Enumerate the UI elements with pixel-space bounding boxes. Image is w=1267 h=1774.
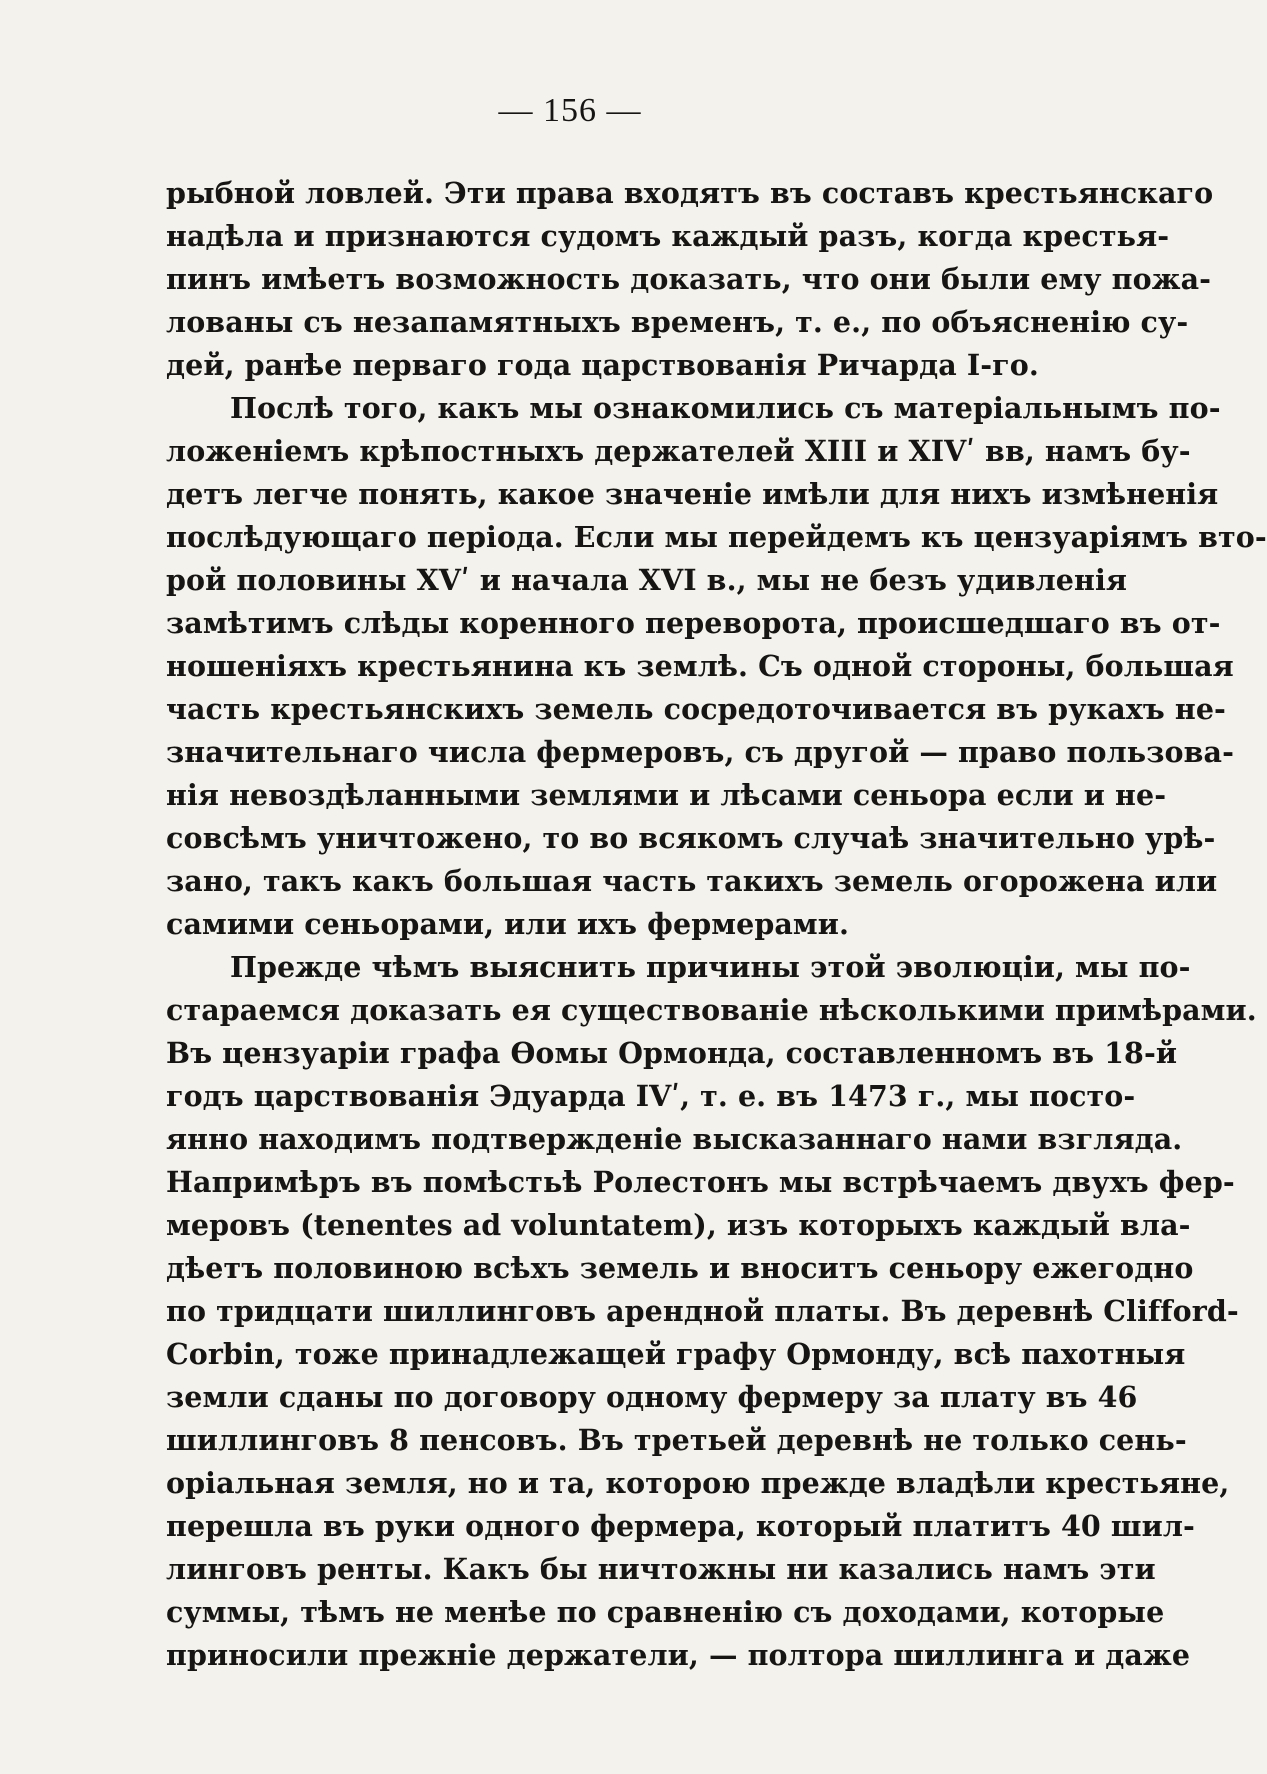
text-line: замѣтимъ слѣды коренного переворота, происшедшаго въ от- [166, 606, 1221, 640]
text-line: детъ легче понять, какое значеніе имѣли для нихъ измѣненія [166, 477, 1219, 511]
text-line: нія невоздѣланными землями и лѣсами сеньора если и не- [166, 778, 1167, 812]
text-line: меровъ (tenentes ad voluntatem), изъ которыхъ каждый вла- [166, 1208, 1191, 1242]
text-line: земли сданы по договору одному фермеру за плату въ 46 [166, 1380, 1138, 1414]
text-line: зано, такъ какъ большая часть такихъ земель огорожена или [166, 864, 1218, 898]
text-line: перешла въ руки одного фермера, который платитъ 40 шил- [166, 1509, 1195, 1543]
page-number: — 156 — [498, 92, 642, 129]
text-line: линговъ ренты. Какъ бы ничтожны ни казались намъ эти [166, 1552, 1156, 1586]
text-line: самими сеньорами, или ихъ фермерами. [166, 907, 850, 941]
text-line: рыбной ловлей. Эти права входятъ въ составъ крестьянскаго [166, 176, 1214, 210]
text-line: совсѣмъ уничтожено, то во всякомъ случаѣ значительно урѣ- [166, 821, 1216, 855]
text-line: оріальная земля, но и та, которою прежде владѣли крестьяне, [166, 1466, 1230, 1500]
text-line: приносили прежніе держатели, — полтора шиллинга и даже [166, 1638, 1191, 1672]
body-text [166, 172, 1267, 1677]
text-line: Послѣ того, какъ мы ознакомились съ матеріальнымъ по- [230, 391, 1221, 425]
text-line: послѣдующаго періода. Если мы перейдемъ къ цензуаріямъ вто- [166, 520, 1267, 554]
text-line: по тридцати шиллинговъ арендной платы. Въ деревнѣ Clifford- [166, 1294, 1239, 1328]
text-line: годъ царствованія Эдуарда IVʹ, т. е. въ 1473 г., мы посто- [166, 1079, 1136, 1113]
text-line: Въ цензуаріи графа Ѳомы Ормонда, составленномъ въ 18-й [166, 1036, 1178, 1070]
text-line: Corbin, тоже принадлежащей графу Ормонду, всѣ пахотныя [166, 1337, 1186, 1371]
text-line: дѣетъ половиною всѣхъ земель и вноситъ сеньору ежегодно [166, 1251, 1194, 1285]
text-line: Прежде чѣмъ выяснить причины этой эволюціи, мы по- [230, 950, 1191, 984]
text-line: янно находимъ подтвержденіе высказаннаго нами взгляда. [166, 1122, 1183, 1156]
text-line: шиллинговъ 8 пенсовъ. Въ третьей деревнѣ не только сень- [166, 1423, 1187, 1457]
text-line: ложеніемъ крѣпостныхъ держателей XIII и XIVʹ вв, намъ бу- [166, 434, 1191, 468]
text-line: надѣла и признаются судомъ каждый разъ, когда крестья- [166, 219, 1170, 253]
text-line: ношеніяхъ крестьянина къ землѣ. Съ одной стороны, большая [166, 649, 1234, 683]
text-line: Напримѣръ въ помѣстьѣ Ролестонъ мы встрѣчаемъ двухъ фер- [166, 1165, 1235, 1199]
text-line: стараемся доказать ея существованіе нѣсколькими примѣрами. [166, 993, 1257, 1027]
text-line: часть крестьянскихъ земель сосредоточивается въ рукахъ не- [166, 692, 1226, 726]
text-line: лованы съ незапамятныхъ временъ, т. е., по объясненію су- [166, 305, 1189, 339]
text-line: пинъ имѣетъ возможность доказать, что они были ему пожа- [166, 262, 1212, 296]
text-line: суммы, тѣмъ не менѣе по сравненію съ доходами, которые [166, 1595, 1165, 1629]
text-line: значительнаго числа фермеровъ, съ другой — право пользова- [166, 735, 1235, 769]
text-line: рой половины XVʹ и начала XVI в., мы не безъ удивленія [166, 563, 1128, 597]
text-line: дей, ранѣе перваго года царствованія Ричарда I-го. [166, 348, 1039, 382]
